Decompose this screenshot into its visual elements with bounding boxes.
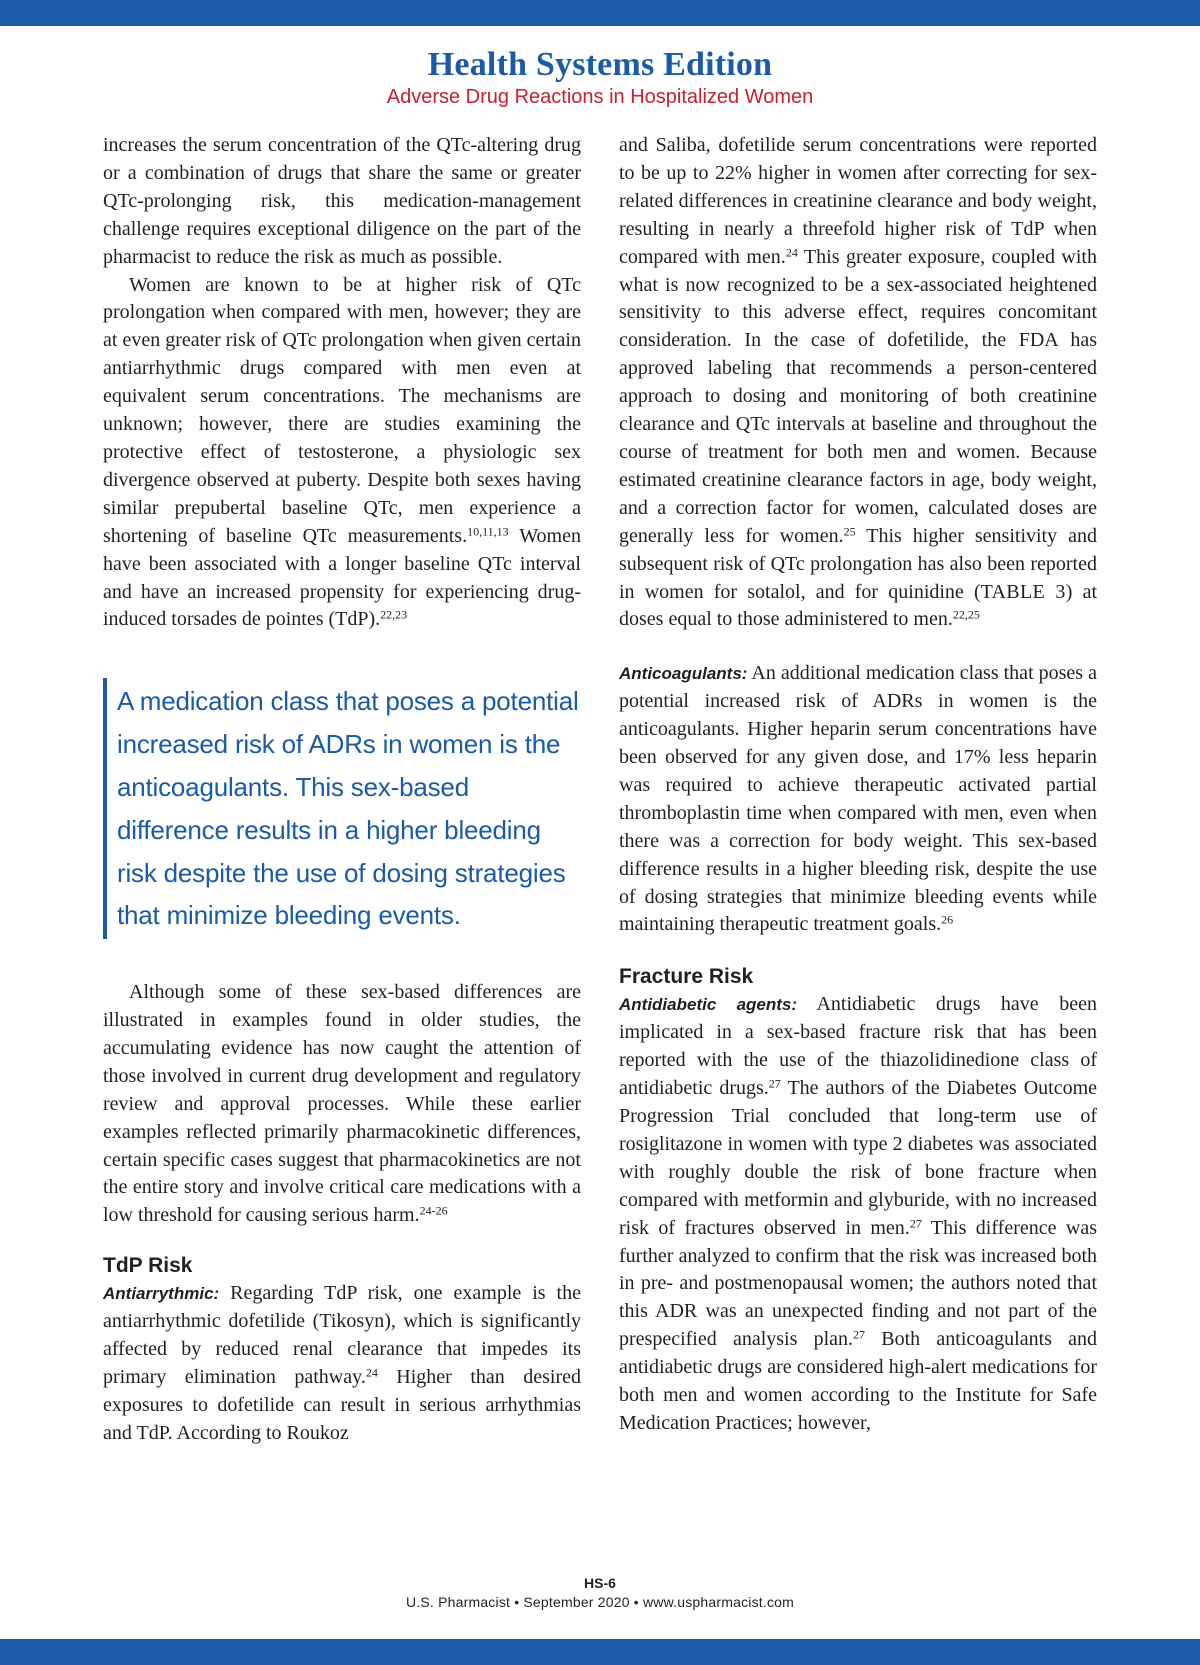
- citation: 27: [909, 1216, 922, 1231]
- paragraph-antidiabetic: [619, 991, 1097, 1438]
- paragraph-text: Women have been associated with a longer baseline QTc interval and have an increased propensity for experiencing drug-induced torsades de pointes (TdP).: [103, 524, 581, 631]
- citation: 25: [843, 524, 856, 539]
- paragraph-dofetilide: [619, 132, 1097, 634]
- page-footer: [0, 1574, 1200, 1612]
- paragraph-text: ) at doses equal to those administered to men.: [619, 580, 1098, 631]
- paragraph-women-qtc-risk: [103, 272, 581, 635]
- citation: 27: [853, 1327, 866, 1342]
- paragraph-text: Although some of these sex-based differences are illustrated in examples found in older studies, the accumulating evidence has now caught the attention of those involved in current drug development and regulatory review and approval processes. While these earlier examples reflected primarily pharmacokinetic differences, certain specific cases suggest that pharmacokinetics are not the entire story and involve critical care medications with a low threshold for causing serious harm.: [103, 981, 581, 1227]
- bottom-color-band: [0, 1639, 1200, 1665]
- citation: 22,23: [380, 607, 408, 622]
- top-color-band: [0, 0, 1200, 26]
- paragraph-text: The authors of the Diabetes Outcome Progression Trial concluded that long-term use of rosiglitazone in women with type 2 diabetes was associated with roughly double the risk of bone fracture when compared with metformin and glyburide, with no increased risk of fractures observed in men.: [619, 1077, 1098, 1239]
- section-heading-tdp-risk: TdP Risk: [103, 1254, 193, 1278]
- paragraph-antiarrythmic: [103, 1280, 581, 1447]
- paragraph-text: Higher than desired exposures to dofetilide can result in serious arrhythmias and TdP. According to Roukoz: [103, 1365, 581, 1444]
- paragraph-text: An additional medication class that poses a potential increased risk of ADRs in women is the anticoagulants. Higher heparin serum concentrations have been observed for any given dose, and 17% less heparin was required to achieve therapeutic activated partial thromboplastin time when compared with men, even when there was a correction for body weight. This sex-based difference results in a higher bleeding risk, despite the use of dosing strategies that minimize bleeding events while maintaining therapeutic treatment goals.: [619, 662, 1097, 936]
- paragraph-text: Both anticoagulants and antidiabetic drugs are considered high-alert medications for both men and women according to the Institute for Safe Medication Practices; however,: [619, 1328, 1098, 1434]
- paragraph-text: Regarding TdP risk, one example is the antiarrhythmic dofetilide (Tikosyn), which is significantly affected by reduced renal clearance that impedes its primary elimination pathway.: [103, 1282, 581, 1388]
- edition-title: Health Systems Edition: [427, 46, 773, 83]
- citation: 27: [768, 1076, 781, 1091]
- paragraph-older-studies: [103, 979, 581, 1230]
- left-column: [103, 132, 581, 1448]
- citation: 24: [365, 1365, 378, 1380]
- citation: 26: [941, 912, 954, 927]
- paragraph-text: and Saliba, dofetilide serum concentrations were reported to be up to 22% higher in women after correcting for sex-related differences in creatinine clearance and body weight, resulting in nearly a threefold higher risk of TdP when compared with men.: [619, 134, 1097, 268]
- right-column: [619, 132, 1097, 1438]
- citation: 10,11,13: [467, 524, 509, 539]
- page-number: HS-6: [584, 1575, 616, 1591]
- citation: 24-26: [419, 1203, 448, 1218]
- table-reference: TABLE 3: [980, 580, 1066, 603]
- pull-quote: [103, 678, 581, 939]
- citation: 24: [785, 245, 798, 260]
- citation: 22,25: [952, 607, 980, 622]
- paragraph-anticoagulants: [619, 660, 1097, 939]
- paragraph-text: This higher sensitivity and subsequent risk of QTc prolongation has also been reported in women for sotalol, and for quinidine (: [619, 524, 1097, 603]
- run-in-label: Antiarrythmic:: [103, 1284, 220, 1304]
- paragraph-qtc-continued: increases the serum concentration of the QTc-altering drug or a combination of drugs that share the same or greater QTc-prolonging risk, this medication-management challenge requires exceptional diligence on the part of the pharmacist to reduce the risk as much as possible.: [103, 134, 581, 268]
- run-in-label: Anticoagulants:: [619, 664, 748, 684]
- masthead: [0, 46, 1200, 109]
- section-heading-fracture-risk: Fracture Risk: [619, 965, 754, 989]
- run-in-label: Antidiabetic agents:: [619, 995, 798, 1015]
- paragraph-text: This greater exposure, coupled with what is now recognized to be a sex-associated heightened sensitivity to this adverse effect, requires concomitant consideration. In the case of dofetilide, the FDA has approved labeling that recommends a person-centered approach to dosing and monitoring of both creatinine clearance and QTc intervals at baseline and throughout the course of treatment for both men and women. Because estimated creatinine clearance factors in age, body weight, and a correction factor for women, calculated doses are generally less for women.: [619, 245, 1097, 547]
- article-title: Adverse Drug Reactions in Hospitalized Women: [386, 86, 814, 109]
- pull-quote-text: A medication class that poses a potential increased risk of ADRs in women is the anticoagulants. This sex-based difference results in a higher bleeding risk despite the use of dosing strategies that minimize bleeding events.: [117, 686, 579, 931]
- publication-line: U.S. Pharmacist • September 2020 • www.uspharmacist.com: [405, 1594, 795, 1610]
- paragraph-text: This difference was further analyzed to confirm that the risk was increased both in pre- and postmenopausal women; the authors noted that this ADR was an unexpected finding and not part of the prespecified analysis plan.: [619, 1216, 1097, 1351]
- paragraph-text: Women are known to be at higher risk of QTc prolongation when compared with men, however; they are at even greater risk of QTc prolongation when given certain antiarrhythmic drugs compared with men even at equivalent serum concentrations. The mechanisms are unknown; however, there are studies examining the protective effect of testosterone, a physiologic sex divergence observed at puberty. Despite both sexes having similar prepubertal baseline QTc, men experience a shortening of baseline QTc measurements.: [103, 273, 581, 547]
- paragraph-text: Antidiabetic drugs have been implicated in a sex-based fracture risk that has been reported with the use of the thiazolidinedione class of antidiabetic drugs.: [619, 993, 1097, 1100]
